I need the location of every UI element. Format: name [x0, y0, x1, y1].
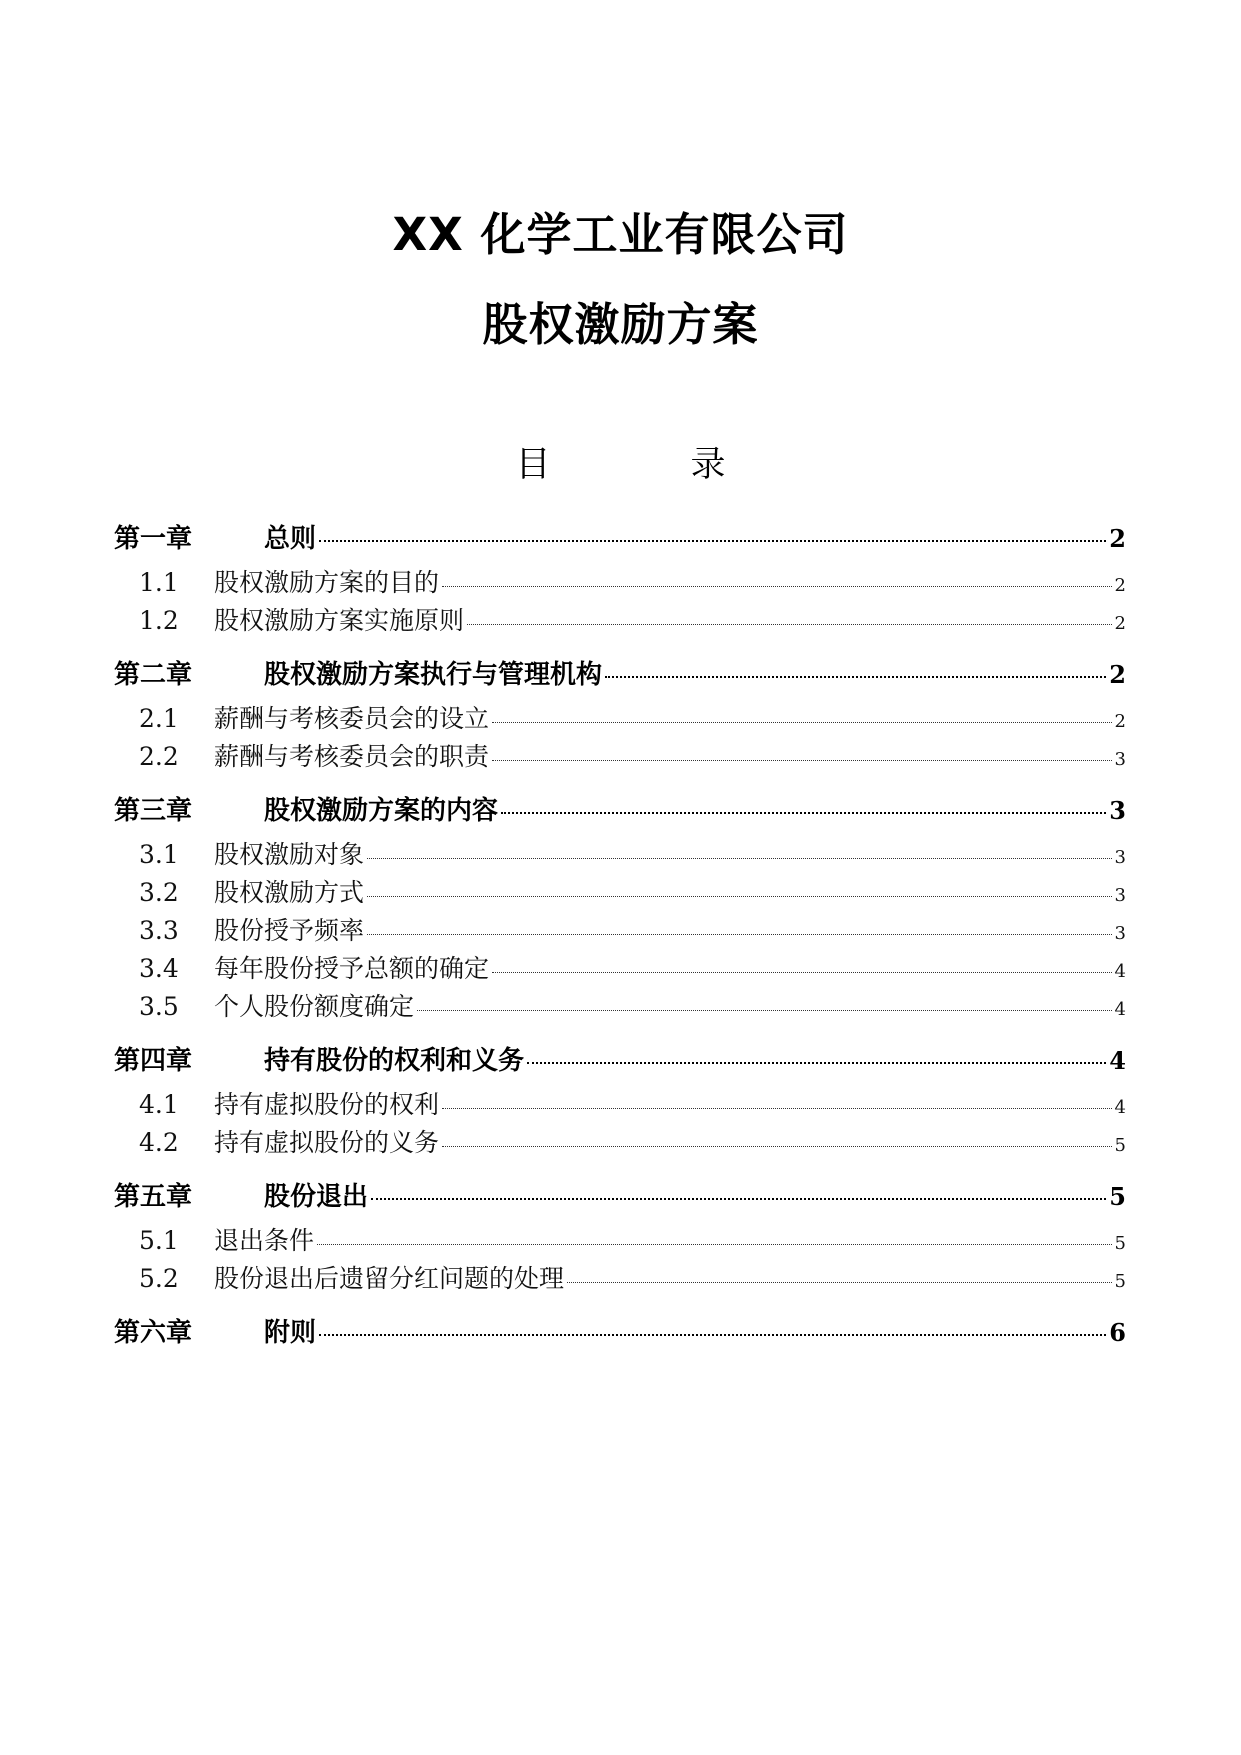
toc-leader-dots [367, 896, 1112, 897]
toc-leader-dots [442, 1146, 1112, 1147]
toc-page-number: 5 [1114, 1233, 1126, 1254]
toc-page-number: 3 [1114, 847, 1126, 868]
toc-heading [0, 440, 1241, 490]
toc-section-row[interactable] [114, 602, 1126, 640]
toc-section-number: 5.1 [139, 1226, 179, 1255]
toc-chapter-row[interactable] [114, 650, 1126, 700]
toc-leader-dots [319, 1334, 1106, 1336]
toc-section-row[interactable] [114, 912, 1126, 950]
toc-leader-dots [367, 858, 1112, 859]
toc-chapter-row[interactable] [114, 1172, 1126, 1222]
toc-section-number: 1.2 [139, 606, 179, 635]
toc-section-number: 3.5 [139, 992, 179, 1021]
toc-leader-dots [492, 722, 1112, 723]
toc-page-number: 3 [1114, 923, 1126, 944]
toc-section-row[interactable] [114, 1086, 1126, 1124]
toc-leader-dots [319, 540, 1106, 542]
toc-chapter-title: 总则 [264, 524, 317, 554]
toc-page-number: 5 [1114, 1135, 1126, 1156]
toc-page-number: 2 [1109, 660, 1126, 689]
toc-leader-dots [317, 1244, 1112, 1245]
toc-section-number: 4.2 [139, 1128, 179, 1157]
toc-chapter-title: 持有股份的权利和义务 [264, 1046, 525, 1076]
toc-section-row[interactable] [114, 738, 1126, 776]
document-title [0, 190, 1241, 370]
toc-section-number: 2.1 [139, 704, 179, 733]
title-plan: 股权激励方案 [482, 298, 759, 351]
toc-section-number: 5.2 [139, 1264, 179, 1293]
toc-page-number: 2 [1114, 711, 1126, 732]
toc-chapter-row[interactable] [114, 786, 1126, 836]
toc-leader-dots [467, 624, 1112, 625]
toc-page-number: 5 [1114, 1271, 1126, 1292]
toc-page-number: 5 [1109, 1182, 1126, 1211]
toc-page-number: 4 [1114, 1097, 1126, 1118]
toc-page-number: 3 [1109, 796, 1126, 825]
toc-leader-dots [442, 586, 1112, 587]
toc-page-number: 3 [1114, 749, 1126, 770]
table-of-contents [114, 510, 1126, 1358]
toc-section-number: 3.3 [139, 916, 179, 945]
toc-heading-left: 目 [515, 445, 551, 485]
toc-section-title: 薪酬与考核委员会的职责 [214, 742, 490, 771]
toc-page-number: 4 [1114, 999, 1126, 1020]
toc-chapter-number: 第三章 [114, 796, 193, 826]
toc-section-title: 个人股份额度确定 [214, 992, 415, 1021]
toc-section-title: 薪酬与考核委员会的设立 [214, 704, 490, 733]
toc-section-number: 3.2 [139, 878, 179, 907]
toc-page-number: 2 [1109, 524, 1126, 553]
toc-page-number: 4 [1114, 961, 1126, 982]
toc-section-row[interactable] [114, 950, 1126, 988]
toc-section-title: 股权激励对象 [214, 840, 365, 869]
toc-section-title: 股份退出后遗留分红问题的处理 [214, 1264, 565, 1293]
toc-chapter-number: 第二章 [114, 660, 193, 690]
toc-page-number: 6 [1109, 1318, 1126, 1347]
toc-section-title: 股权激励方案的目的 [214, 568, 440, 597]
toc-section-number: 4.1 [139, 1090, 179, 1119]
title-company: XX 化学工业有限公司 [392, 208, 849, 261]
toc-heading-right: 录 [690, 445, 726, 485]
toc-leader-dots [567, 1282, 1112, 1283]
toc-chapter-title: 股权激励方案执行与管理机构 [264, 660, 603, 690]
toc-section-row[interactable] [114, 1260, 1126, 1298]
toc-section-title: 退出条件 [214, 1226, 315, 1255]
toc-page-number: 2 [1114, 575, 1126, 596]
toc-section-number: 3.1 [139, 840, 179, 869]
toc-page-number: 3 [1114, 885, 1126, 906]
toc-leader-dots [417, 1010, 1112, 1011]
toc-page-number: 4 [1109, 1046, 1126, 1075]
toc-section-title: 股权激励方式 [214, 878, 365, 907]
toc-section-row[interactable] [114, 836, 1126, 874]
toc-chapter-row[interactable] [114, 1308, 1126, 1358]
toc-leader-dots [527, 1062, 1106, 1064]
toc-chapter-title: 股权激励方案的内容 [264, 796, 499, 826]
toc-chapter-number: 第一章 [114, 524, 193, 554]
toc-chapter-title: 附则 [264, 1318, 317, 1348]
toc-chapter-row[interactable] [114, 1036, 1126, 1086]
toc-section-row[interactable] [114, 564, 1126, 602]
toc-leader-dots [367, 934, 1112, 935]
toc-chapter-number: 第四章 [114, 1046, 193, 1076]
toc-section-row[interactable] [114, 1124, 1126, 1162]
toc-section-row[interactable] [114, 700, 1126, 738]
toc-section-number: 1.1 [139, 568, 179, 597]
toc-leader-dots [501, 812, 1106, 814]
toc-section-row[interactable] [114, 1222, 1126, 1260]
toc-leader-dots [442, 1108, 1112, 1109]
toc-page-number: 2 [1114, 613, 1126, 634]
toc-section-title: 持有虚拟股份的权利 [214, 1090, 440, 1119]
toc-leader-dots [492, 760, 1112, 761]
toc-section-title: 持有虚拟股份的义务 [214, 1128, 440, 1157]
toc-chapter-row[interactable] [114, 514, 1126, 564]
toc-chapter-number: 第五章 [114, 1182, 193, 1212]
toc-chapter-title: 股份退出 [264, 1182, 369, 1212]
toc-leader-dots [371, 1198, 1106, 1200]
toc-section-title: 股权激励方案实施原则 [214, 606, 465, 635]
toc-section-number: 2.2 [139, 742, 179, 771]
toc-section-row[interactable] [114, 874, 1126, 912]
toc-chapter-number: 第六章 [114, 1318, 193, 1348]
toc-section-title: 每年股份授予总额的确定 [214, 954, 490, 983]
toc-section-row[interactable] [114, 988, 1126, 1026]
toc-leader-dots [605, 676, 1106, 678]
toc-leader-dots [492, 972, 1112, 973]
toc-section-title: 股份授予频率 [214, 916, 365, 945]
toc-section-number: 3.4 [139, 954, 179, 983]
